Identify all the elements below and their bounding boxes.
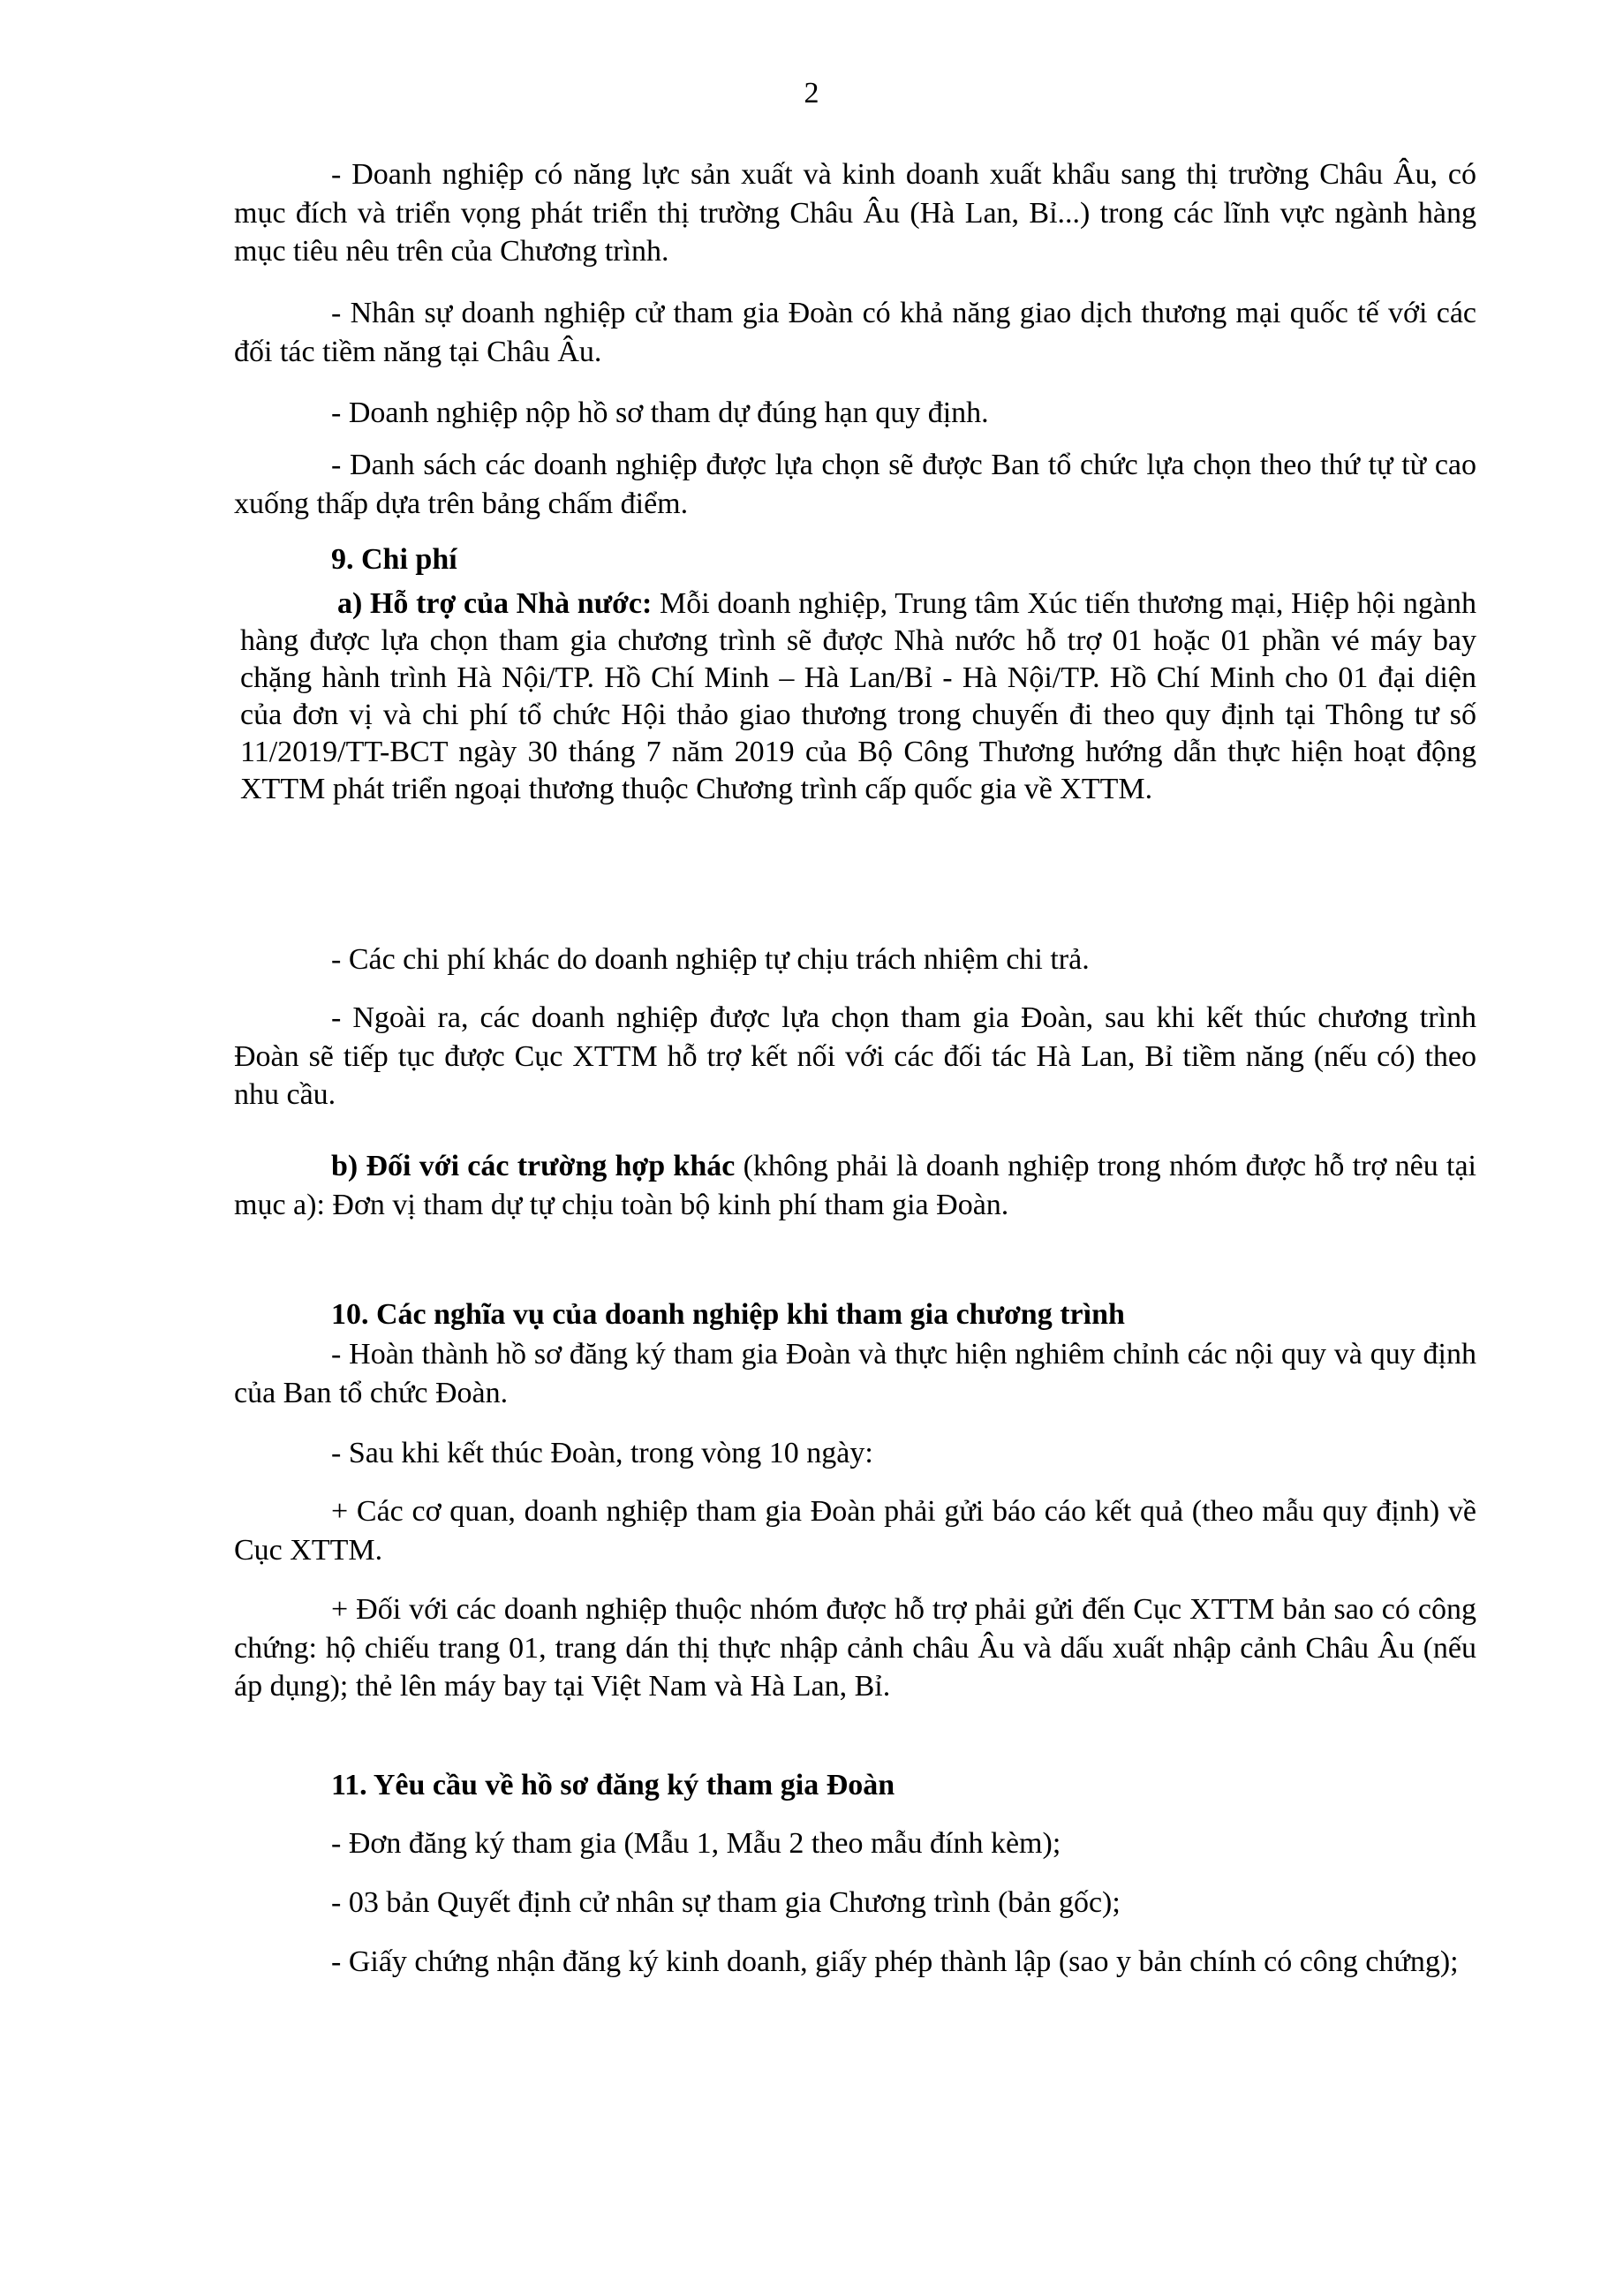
paragraph-eligibility-selection: - Danh sách các doanh nghiệp được lựa chọn sẽ được Ban tổ chức lựa chọn theo thứ tự từ cao xuống thấp dựa trên bảng chấm điểm. [234,449,1476,520]
paragraph-eligibility-personnel: - Nhân sự doanh nghiệp cử tham gia Đoàn có khả năng giao dịch thương mại quốc tế với các đối tác tiềm năng tại Châu Âu. [234,297,1476,368]
paragraph-requirement-decision: - 03 bản Quyết định cử nhân sự tham gia Chương trình (bản gốc); [331,1886,1121,1919]
state-support-label: a) Hỗ trợ của Nhà nước: [337,587,653,620]
paragraph-additional-support: - Ngoài ra, các doanh nghiệp được lựa chọn tham gia Đoàn, sau khi kết thúc chương trình Đoàn sẽ tiếp tục được Cục XTTM hỗ trợ kết nối với các đối tác Hà Lan, Bỉ tiềm năng (nếu có) theo nhu cầu. [234,1001,1476,1111]
other-cases-text: (không phải là doanh nghiệp trong nhóm được hỗ trợ nêu tại mục a): Đơn vị tham dự tự chịu toàn bộ kinh phí tham gia Đoàn. [234,1150,1476,1221]
section-heading-11: 11. Yêu cầu về hồ sơ đăng ký tham gia Đoàn [331,1769,895,1801]
paragraph-other-cases [234,1147,1476,1224]
paragraph-obligation-documents: + Đối với các doanh nghiệp thuộc nhóm được hỗ trợ phải gửi đến Cục XTTM bản sao có công chứng: hộ chiếu trang 01, trang dán thị thực nhập cảnh châu Âu và dấu xuất nhập cảnh Châu Âu (nếu áp dụng); thẻ lên máy bay tại Việt Nam và Hà Lan, Bỉ. [234,1593,1476,1703]
page-number: 2 [804,77,819,110]
paragraph-other-costs: - Các chi phí khác do doanh nghiệp tự chịu trách nhiệm chi trả. [331,943,1090,976]
state-support-text: Mỗi doanh nghiệp, Trung tâm Xúc tiến thương mại, Hiệp hội ngành hàng được lựa chọn tham gia chương trình sẽ được Nhà nước hỗ trợ 01 hoặc 01 phần vé máy bay chặng hành trình Hà Nội/TP. Hồ Chí Minh – Hà Lan/Bỉ - Hà Nội/TP. Hồ Chí Minh cho 01 đại diện của đơn vị và chi phí tổ chức Hội thảo giao thương trong chuyến đi theo quy định tại Thông tư số 11/2019/TT-BCT ngày 30 tháng 7 năm 2019 của Bộ Công Thương hướng dẫn thực hiện hoạt động XTTM phát triển ngoại thương thuộc Chương trình cấp quốc gia về XTTM. [240,587,1476,805]
paragraph-state-support [240,585,1476,808]
paragraph-obligation-registration: - Hoàn thành hồ sơ đăng ký tham gia Đoàn và thực hiện nghiêm chỉnh các nội quy và quy định của Ban tổ chức Đoàn. [234,1338,1476,1409]
other-cases-label: b) Đối với các trường hợp khác [331,1150,736,1182]
paragraph-eligibility-capacity: - Doanh nghiệp có năng lực sản xuất và kinh doanh xuất khẩu sang thị trường Châu Âu, có mục đích và triển vọng phát triển thị trường Châu Âu (Hà Lan, Bỉ...) trong các lĩnh vực ngành hàng mục tiêu nêu trên của Chương trình. [234,158,1476,268]
paragraph-eligibility-deadline: - Doanh nghiệp nộp hồ sơ tham dự đúng hạn quy định. [331,397,989,429]
paragraph-requirement-license: - Giấy chứng nhận đăng ký kinh doanh, giấy phép thành lập (sao y bản chính có công chứng); [331,1945,1459,1978]
section-heading-9: 9. Chi phí [331,543,457,576]
section-heading-10: 10. Các nghĩa vụ của doanh nghiệp khi tham gia chương trình [331,1298,1125,1331]
paragraph-obligation-report: + Các cơ quan, doanh nghiệp tham gia Đoàn phải gửi báo cáo kết quả (theo mẫu quy định) về Cục XTTM. [234,1495,1476,1567]
paragraph-obligation-after: - Sau khi kết thúc Đoàn, trong vòng 10 ngày: [331,1437,873,1469]
paragraph-requirement-form: - Đơn đăng ký tham gia (Mẫu 1, Mẫu 2 theo mẫu đính kèm); [331,1827,1061,1860]
